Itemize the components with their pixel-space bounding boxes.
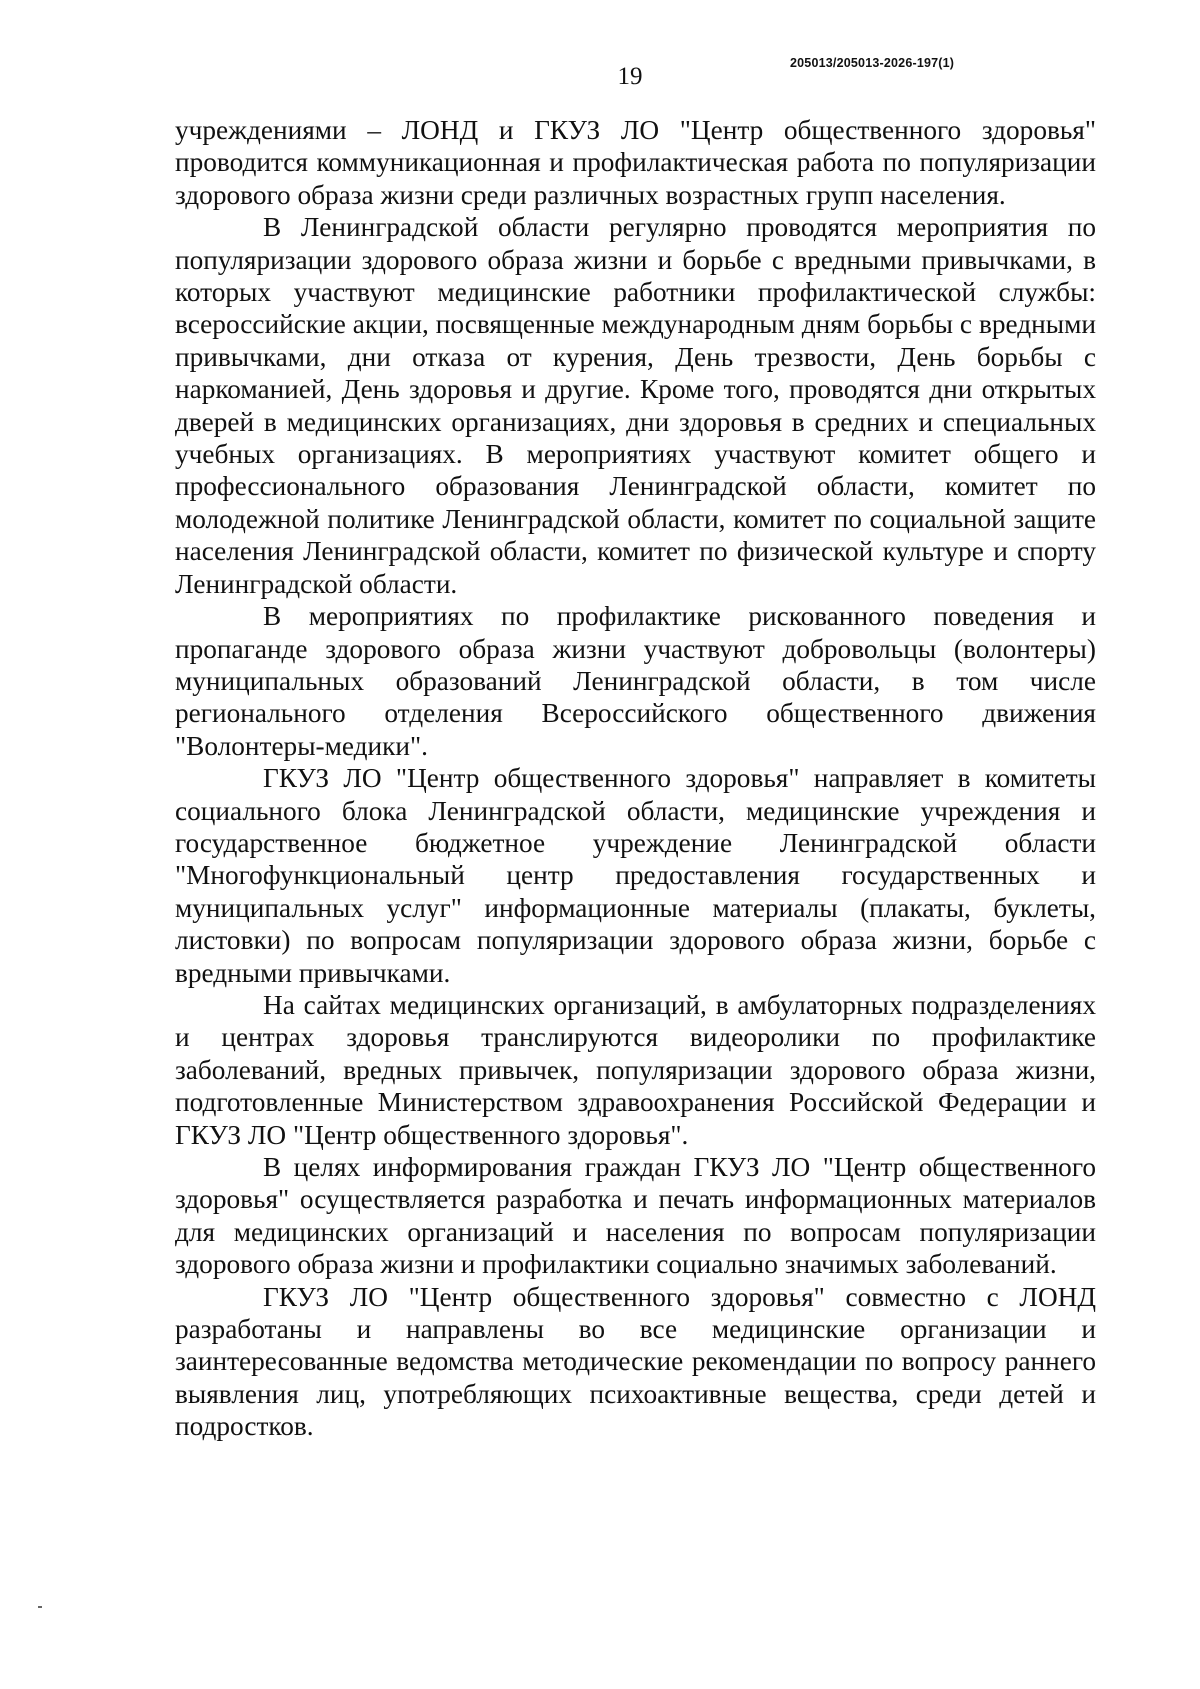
document-body [175,114,1096,1443]
paragraph-recommendations: ГКУЗ ЛО "Центр общественного здоровья" совместно с ЛОНД разработаны и направлены во все медицинские организации и заинтересованные ведомства методические рекомендации по вопросу раннего выявления лиц, употребляющих психоактивные вещества, среди детей и подростков. [175,1281,1096,1442]
document-id: 205013/205013-2026-197(1) [790,56,955,70]
scan-artifact [38,1606,42,1608]
paragraph-volunteers: В мероприятиях по профилактике рискованного поведения и пропаганде здорового образа жизни участвуют добровольцы (волонтеры) муниципальных образований Ленинградской области, в том числе регионального отделения Всероссийского общественного движения "Волонтеры-медики". [175,601,1096,761]
paragraph-information: В целях информирования граждан ГКУЗ ЛО "Центр общественного здоровья" осуществляется разработка и печать информационных материалов для медицинских организаций и населения по вопросам популяризации здорового образа жизни и профилактики социально значимых заболеваний. [175,1152,1096,1280]
paragraph-continuation: учреждениями – ЛОНД и ГКУЗ ЛО "Центр общественного здоровья" проводится коммуникационная и профилактическая работа по популяризации здорового образа жизни среди различных возрастных групп населения. [175,115,1096,210]
page-number: 19 [617,63,643,90]
paragraph-events: В Ленинградской области регулярно проводятся мероприятия по популяризации здорового образа жизни и борьбе с вредными привычками, в которых участвуют медицинские работники профилактической службы: всероссийские акции, посвященные международным дням борьбы с вредными привычками, дни отказа от курения, День трезвости, День борьбы с наркоманией, День здоровья и другие. Кроме того, проводятся дни открытых дверей в медицинских организациях, дни здоровья в средних и специальных учебных организациях. В мероприятиях участвуют комитет общего и профессионального образования Ленинградской области, комитет по молодежной политике Ленинградской области, комитет по социальной защите населения Ленинградской области, комитет по физической культуре и спорту Ленинградской области. [175,212,1096,599]
paragraph-videos: На сайтах медицинских организаций, в амбулаторных подразделениях и центрах здоровья транслируются видеоролики по профилактике заболеваний, вредных привычек, популяризации здорового образа жизни, подготовленные Министерством здравоохранения Российской Федерации и ГКУЗ ЛО "Центр общественного здоровья". [175,989,1096,1150]
paragraph-materials: ГКУЗ ЛО "Центр общественного здоровья" направляет в комитеты социального блока Ленинградской области, медицинские учреждения и государственное бюджетное учреждение Ленинградской области "Многофункциональный центр предоставления государственных и муниципальных услуг" информационные материалы (плакаты, буклеты, листовки) по вопросам популяризации здорового образа жизни, борьбе с вредными привычками. [175,763,1096,988]
